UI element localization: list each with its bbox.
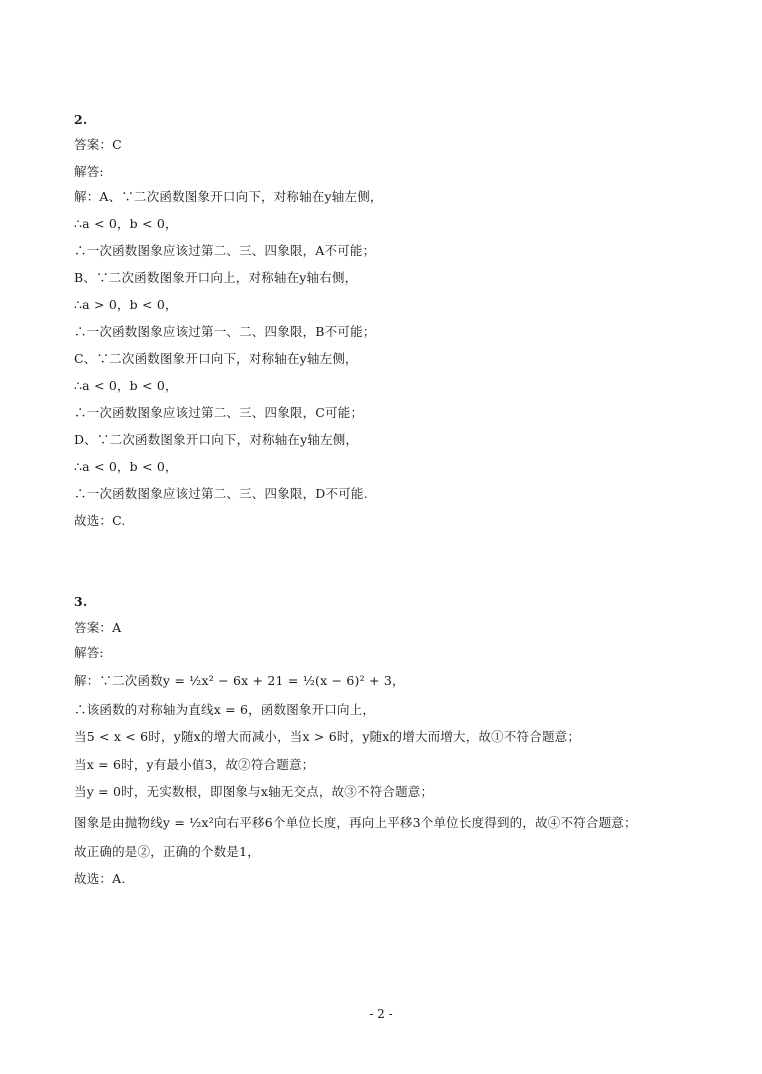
question-2-answer: 答案：C [74,137,122,152]
question-2-line-11: ∴a < 0，b < 0， [74,459,178,474]
question-2-line-10: D、∵二次函数图象开口向下，对称轴在y轴左侧， [74,432,359,447]
question-3-line-3: 当5 < x < 6时，y随x的增大而减小，当x > 6时，y随x的增大而增大，故①不符合题意； [74,729,581,744]
question-2-solution-label: 解答: [74,164,104,179]
question-2-number: 2. [74,112,88,127]
question-2-line-9: ∴一次函数图象应该过第二、三、四象限，C可能； [74,405,364,420]
question-2-line-4: B、∵二次函数图象开口向上，对称轴在y轴右侧， [74,270,358,285]
question-2-line-5: ∴a > 0，b < 0， [74,297,178,312]
question-3-number: 3. [74,594,88,609]
question-3-line-2: ∴该函数的对称轴为直线x = 6，函数图象开口向上， [74,702,376,717]
question-2-line-6: ∴一次函数图象应该过第一、二、四象限，B不可能； [74,324,376,339]
question-3-line-1: 解：∵二次函数y = ½x² − 6x + 21 = ½(x − 6)² + 3， [74,673,405,688]
question-3-line-4: 当x = 6时，y有最小值3，故②符合题意； [74,757,315,772]
question-2-line-2: ∴a < 0，b < 0， [74,216,178,231]
question-3-line-6: 图象是由抛物线y = ½x²向右平移6个单位长度，再向上平移3个单位长度得到的，故④不符合题意； [74,815,637,830]
question-2-line-13: 故选：C. [74,513,126,528]
question-2-line-8: ∴a < 0，b < 0， [74,378,178,393]
question-3-line-8: 故选：A. [74,871,126,886]
question-2-line-1: 解：A、∵二次函数图象开口向下，对称轴在y轴左侧， [74,189,383,204]
question-2-line-7: C、∵二次函数图象开口向下，对称轴在y轴左侧， [74,351,358,366]
question-2-line-12: ∴一次函数图象应该过第二、三、四象限，D不可能. [74,486,368,501]
question-3-line-5: 当y = 0时，无实数根，即图象与x轴无交点，故③不符合题意； [74,784,434,799]
question-3-line-7: 故正确的是②，正确的个数是1， [74,844,260,859]
page-number: - 2 - [369,1007,393,1021]
question-3-answer: 答案：A [74,620,122,635]
question-2-line-3: ∴一次函数图象应该过第二、三、四象限，A不可能； [74,243,376,258]
question-3-solution-label: 解答: [74,645,104,660]
